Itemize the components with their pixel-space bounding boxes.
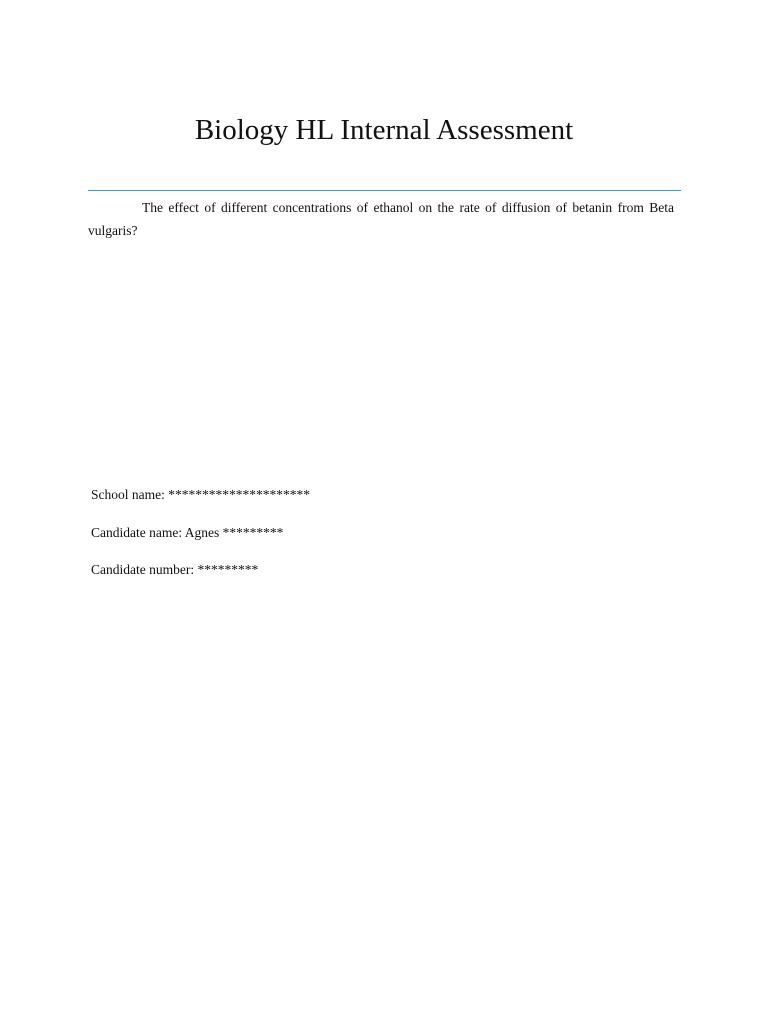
research-question bbox=[88, 196, 674, 242]
school-name-label: School name: bbox=[91, 487, 165, 502]
candidate-number-value: ********* bbox=[197, 562, 259, 577]
title-divider bbox=[88, 190, 681, 191]
candidate-number-label: Candidate number: bbox=[91, 562, 195, 577]
document-title: Biology HL Internal Assessment bbox=[194, 114, 574, 146]
candidate-name-line bbox=[91, 524, 283, 542]
school-name-value: ********************* bbox=[168, 487, 310, 502]
candidate-number-line bbox=[91, 561, 258, 579]
candidate-name-value: Agnes ********* bbox=[184, 525, 284, 540]
school-name-line bbox=[91, 486, 310, 504]
candidate-name-label: Candidate name: bbox=[91, 525, 183, 540]
research-question-text: The effect of different concentrations of ethanol on the rate of diffusion of betanin from Beta vulgaris? bbox=[88, 200, 674, 238]
